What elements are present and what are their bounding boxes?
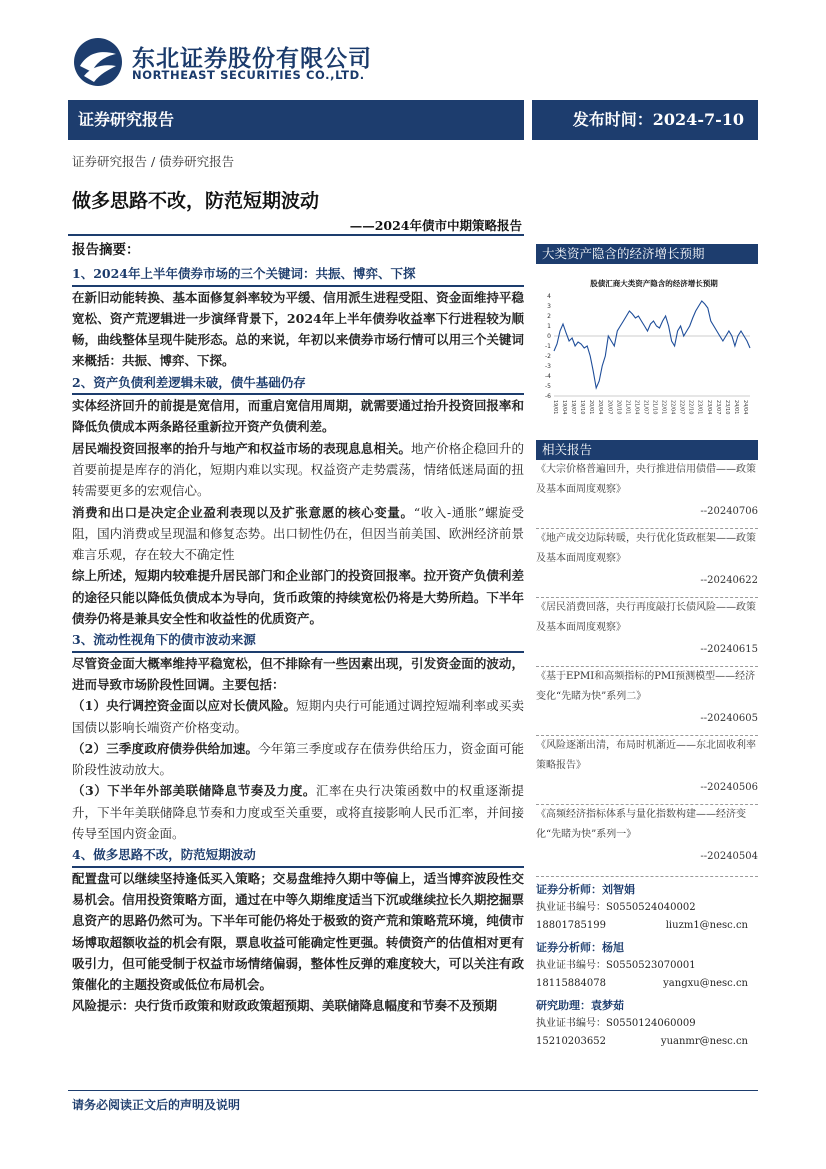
- risk-warning: 风险提示：央行货币政策和财政政策超预期、美联储降息幅度和节奏不及预期: [72, 998, 498, 1014]
- section-2-heading: 2、资产负债利差逻辑未破，债牛基础仍存: [72, 372, 524, 395]
- related-report-title: 《高频经济指标体系与量化指数构建——经济变化“先睹为快”系列一》: [536, 809, 746, 840]
- analyst-phone: 18115884078: [536, 978, 606, 989]
- x-tick-label: 21/01: [624, 400, 631, 415]
- report-summary: [72, 240, 524, 1017]
- x-tick-label: 20/07: [606, 400, 613, 415]
- x-tick-label: 23/01: [696, 400, 703, 415]
- y-tick-label: -1: [545, 343, 551, 350]
- related-report-title: 《基于EPMI和高频指标的PMI预测模型——经济变化“先睹为快”系列二》: [536, 671, 756, 702]
- analyst-cert: 执业证书编号：S0550124060009: [536, 1018, 696, 1029]
- x-tick-label: 23/04: [705, 400, 712, 415]
- y-tick-label: 0: [547, 333, 551, 340]
- y-tick-label: -3: [545, 363, 551, 370]
- paragraph-9-rest: 汇率在央行决策函数中的权重逐渐提升，下半年美联储降息节奏和力度或至关重要，或将直接影响人民币汇率，并间接传导至国内资金面。: [72, 783, 524, 842]
- related-report-title: 《风险逐渐出清，布局时机渐近——东北固收利率策略报告》: [536, 740, 756, 771]
- x-tick-label: 20/04: [597, 400, 604, 415]
- related-report-date: --20240615: [700, 644, 758, 655]
- related-report-title: 《居民消费回落，央行再度敲打长债风险——政策及基本面周度观察》: [536, 602, 756, 633]
- x-tick-label: 22/10: [687, 400, 694, 415]
- paragraph-3-rest: 地产价格企稳回升的首要前提是库存的消化，短期内难以实现。权益资产走势震荡，情绪低迷局面的扭转需要更多的宏观信心。: [72, 440, 524, 499]
- y-tick-label: -2: [545, 353, 551, 360]
- page-subtitle: ——2024年债市中期策略报告: [349, 218, 522, 233]
- analyst-contact: [536, 917, 758, 935]
- y-tick-label: -6: [545, 393, 551, 400]
- x-tick-label: 19/07: [570, 400, 577, 415]
- x-tick-label: 21/07: [642, 400, 649, 415]
- report-type-bar: 证券研究报告: [68, 100, 524, 140]
- y-tick-label: 1: [547, 323, 551, 330]
- x-tick-label: 23/10: [723, 400, 730, 415]
- growth-expectation-chart: [536, 266, 758, 432]
- paragraph-7-rest: 短期内央行可能通过调控短端利率或买卖国债以影响长端资产价格变动。: [72, 698, 524, 735]
- company-name-cn: 东北证券股份有限公司: [132, 46, 372, 72]
- x-tick-label: 20/10: [615, 400, 622, 415]
- x-tick-label: 22/07: [678, 400, 685, 415]
- analyst-phone: 15210203652: [536, 1036, 606, 1047]
- x-tick-label: 19/10: [579, 400, 586, 415]
- paragraph-6: 尽管资金面大概率维持平稳宽松，但不排除有一些因素出现，引发资金面的波动，进而导致市场阶段性回调。主要包括：: [72, 655, 524, 692]
- chart-axes: [545, 293, 750, 414]
- x-tick-label: 23/07: [714, 400, 721, 415]
- paragraph-8: [72, 738, 524, 781]
- paragraph-9-bold: （3）下半年外部美联储降息节奏及力度。: [72, 783, 316, 799]
- y-tick-label: -4: [545, 373, 551, 380]
- page-title: 做多思路不改，防范短期波动: [72, 190, 320, 212]
- analyst-name: 研究助理：袁梦茹: [536, 999, 624, 1012]
- analyst-email[interactable]: yuanmr@nesc.cn: [660, 1036, 748, 1047]
- analyst-name: 证券分析师：杨旭: [536, 941, 624, 954]
- analyst-email[interactable]: yangxu@nesc.cn: [663, 978, 748, 989]
- y-tick-label: 3: [547, 303, 551, 310]
- paragraph-3-bold: 居民端投资回报率的抬升与地产和权益市场的表现息息相关。: [72, 440, 412, 456]
- related-report-title: 《地产成交边际转暖，央行优化货政框架——政策及基本面周度观察》: [536, 533, 756, 564]
- related-reports-list: [536, 460, 758, 871]
- chart-svg: [536, 266, 758, 432]
- x-tick-label: 22/04: [669, 400, 676, 415]
- chart-title: 股债汇商大类资产隐含的经济增长预期: [590, 279, 718, 288]
- x-tick-label: 21/04: [633, 400, 640, 415]
- related-report-date: --20240622: [700, 575, 758, 586]
- paragraph-4-bold: 消费和出口是决定企业盈利表现以及扩张意愿的核心变量。: [72, 504, 414, 520]
- x-tick-label: 20/01: [588, 400, 595, 415]
- paragraph-1: 在新旧动能转换、基本面修复斜率较为平缓、信用派生进程受阻、资金面维持平稳宽松、资产荒逻辑进一步演绎背景下，2024年上半年债券收益率下行进程较为顺畅，曲线整体呈现牛陡形态。总的来说，年初以来债券市场行情可以用三个关键词来概括：共振、博弈、下探。: [72, 289, 524, 369]
- y-tick-label: 4: [547, 293, 551, 300]
- paragraph-9: [72, 780, 524, 844]
- analyst-block: [536, 881, 758, 935]
- paragraph-10: 配置盘可以继续坚持逢低买入策略；交易盘维持久期中等偏上，适当博弈波段性交易机会。信用投资策略方面，通过在中等久期维度适当下沉或继续拉长久期挖掘票息资产的思路仍然可为。下半年可能仍将处于极致的资产荒和策略荒环境，纯债市场博取超额收益的机会有限，票息收益可能确定性更强。转债资产的估值相对更有吸引力，但可能受制于权益市场情绪偏弱，整体性反弹的难度较大，可以关注有政策催化的主题投资或低位布局机会。: [72, 870, 524, 993]
- title-divider: [68, 234, 524, 236]
- x-tick-label: 19/04: [561, 400, 568, 415]
- paragraph-4-rest: “收入-通胀”螺旋受阻，国内消费或呈现温和修复态势。出口韧性仍在，但因当前美国、欧洲经济前景难言乐观，存在较大不确定性: [72, 504, 524, 563]
- paragraph-2: 实体经济回升的前提是宽信用，而重启宽信用周期，就需要通过抬升投资回报率和降低负债成本两条路径重新拉开资产负债利差。: [72, 398, 524, 435]
- section-1-heading: 1、2024年上半年债券市场的三个关键词：共振、博弈、下探: [72, 263, 524, 286]
- related-report-date: --20240605: [700, 713, 758, 724]
- company-logo-icon: [72, 36, 124, 88]
- paragraph-7: [72, 695, 524, 738]
- analyst-name: 证券分析师：刘智娟: [536, 883, 635, 896]
- breadcrumb: 证券研究报告 / 债券研究报告: [72, 154, 235, 169]
- analyst-cert: 执业证书编号：S0550523070001: [536, 960, 696, 971]
- related-report-date: --20240706: [700, 506, 758, 517]
- x-tick-label: 22/01: [660, 400, 667, 415]
- related-reports-header: 相关报告: [536, 440, 758, 460]
- paragraph-3: [72, 438, 524, 502]
- section-4-heading: 4、做多思路不改，防范短期波动: [72, 844, 524, 867]
- analyst-contact: [536, 1033, 758, 1051]
- analyst-email[interactable]: liuzm1@nesc.cn: [665, 920, 748, 931]
- paragraph-4: [72, 502, 524, 566]
- y-tick-label: -5: [545, 383, 551, 390]
- footer-note: 请务必阅读正文后的声明及说明: [72, 1098, 241, 1112]
- series-line: [554, 301, 750, 388]
- analyst-contact: [536, 975, 758, 993]
- paragraph-8-rest: 今年第三季度或存在债券供给压力，资金面可能阶段性波动放大。: [72, 740, 524, 778]
- chart-panel-header: 大类资产隐含的经济增长预期: [536, 244, 758, 264]
- y-tick-label: 2: [547, 313, 551, 320]
- analyst-block: [536, 997, 758, 1051]
- company-name-en: NORTHEAST SECURITIES CO.,LTD.: [132, 68, 365, 82]
- footer-divider: [68, 1090, 758, 1091]
- related-report-date: --20240506: [700, 782, 758, 793]
- paragraph-7-bold: （1）央行调控资金面以应对长债风险。: [72, 698, 297, 714]
- analyst-phone: 18801785199: [536, 920, 606, 931]
- section-3-heading: 3、流动性视角下的债市波动来源: [72, 629, 524, 652]
- x-tick-label: 24/01: [732, 400, 739, 415]
- chart-plot: [554, 301, 750, 388]
- publish-date-bar: 发布时间：2024-7-10: [532, 100, 758, 140]
- paragraph-5: 综上所述，短期内较难提升居民部门和企业部门的投资回报率。拉开资产负债利差的途径只能以降低负债成本为导向，货币政策的持续宽松仍将是大势所趋。下半年债券仍将是兼具安全性和收益性的优质资产。: [72, 568, 524, 627]
- x-tick-label: 19/01: [552, 400, 558, 415]
- analyst-cert: 执业证书编号：S0550524040002: [536, 902, 696, 913]
- paragraph-8-bold: （2）三季度政府债券供给加速。: [72, 740, 259, 756]
- related-report-title: 《大宗价格普遍回升，央行推进信用债借——政策及基本面周度观察》: [536, 464, 756, 495]
- analyst-block: [536, 939, 758, 993]
- x-tick-label: 24/04: [741, 400, 748, 415]
- x-tick-label: 21/10: [651, 400, 658, 415]
- related-report-date: --20240504: [700, 851, 758, 862]
- analyst-info: [536, 876, 758, 1055]
- summary-heading: 报告摘要：: [72, 242, 140, 258]
